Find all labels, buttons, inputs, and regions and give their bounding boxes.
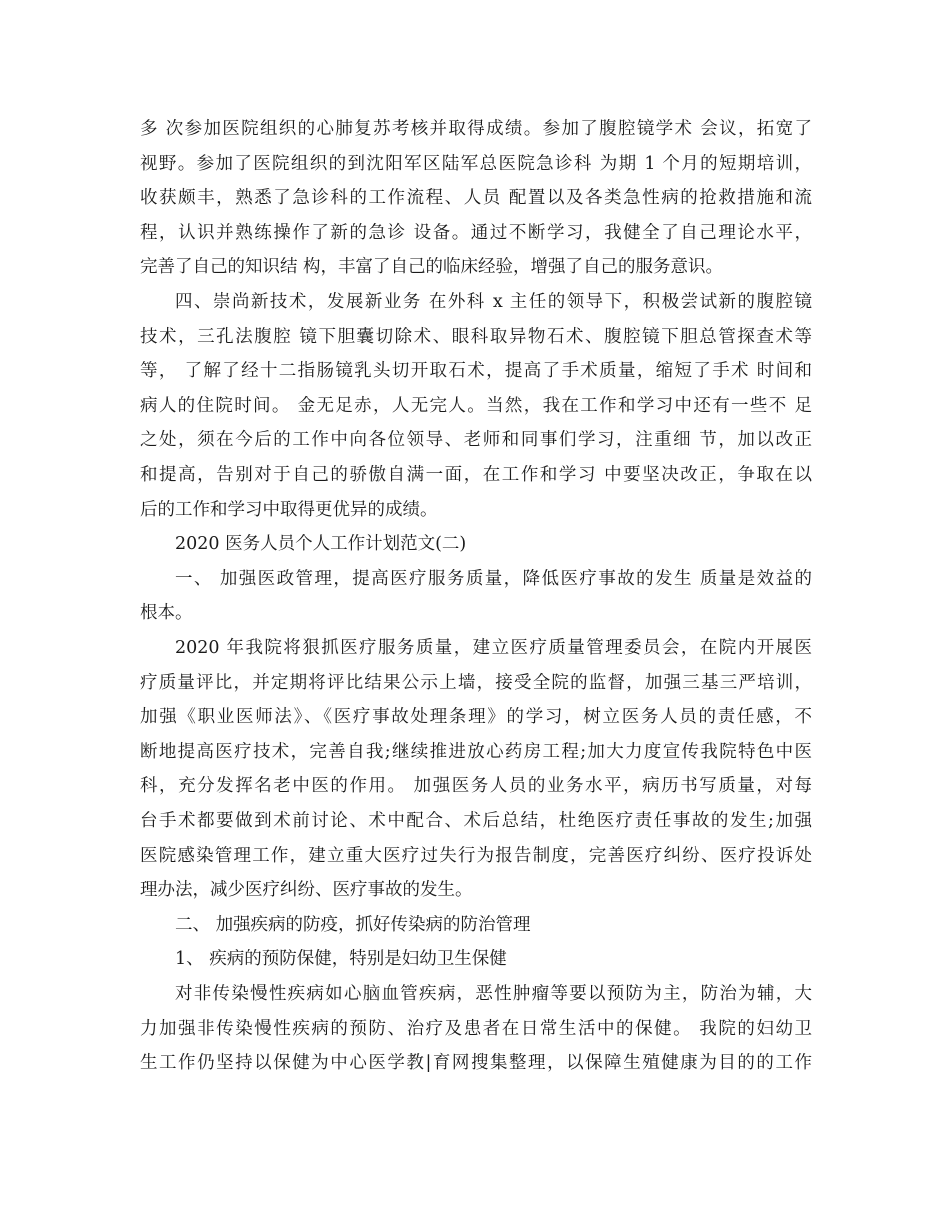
- text-line: 生工作仍坚持以保健为中心医学教|育网搜集整理，以保障生殖健康为目的的工作: [140, 1053, 812, 1074]
- text-line: 程，认识并熟练操作了新的急诊 设备。通过不断学习，我健全了自己理论水平，: [140, 222, 812, 243]
- text-line: 对非传染慢性疾病如心脑血管疾病，恶性肿瘤等要以预防为主，防治为辅，大: [175, 984, 812, 1004]
- text-line: 力加强非传染慢性疾病的预防、治疗及患者在日常生活中的保健。 我院的妇幼卫: [140, 1018, 812, 1039]
- text-line: 病人的住院时间。 金无足赤，人无完人。当然，我在工作和学习中还有一些不 足: [140, 395, 812, 416]
- text-line: 技术，三孔法腹腔 镜下胆囊切除术、眼科取异物石术、腹腔镜下胆总管探查术等: [140, 326, 812, 347]
- text-line: 加强《职业医师法》、《医疗事故处理条理》的学习，树立医务人员的责任感，不: [140, 707, 812, 728]
- text-line: 2020 年我院将狠抓医疗服务质量，建立医疗质量管理委员会，在院内开展医: [175, 638, 812, 658]
- text-line: 理办法，减少医疗纠纷、医疗事故的发生。: [140, 880, 473, 901]
- text-line: 视野。参加了医院组织的到沈阳军区陆军总医院急诊科 为期 1 个月的短期培训，: [140, 153, 812, 174]
- text-line: 多 次参加医院组织的心肺复苏考核并取得成绩。参加了腹腔镜学术 会议，拓宽了: [140, 119, 812, 139]
- text-line: 四、崇尚新技术，发展新业务 在外科 x 主任的领导下，积极尝试新的腹腔镜: [175, 292, 812, 312]
- text-line: 断地提高医疗技术，完善自我;继续推进放心药房工程;加大力度宣传我院特色中医: [140, 741, 812, 762]
- text-line: 之处，须在今后的工作中向各位领导、老师和同事们学习，注重细 节，加以改正: [140, 430, 812, 451]
- text-line: 等， 了解了经十二指肠镜乳头切开取石术，提高了手术质量，缩短了手术 时间和: [140, 361, 812, 382]
- text-line: 二、 加强疾病的防疫，抓好传染病的防治管理: [175, 914, 531, 935]
- text-line: 收获颇丰，熟悉了急诊科的工作流程、人员 配置以及各类急性病的抢救措施和流: [140, 188, 812, 209]
- text-line: 1、 疾病的预防保健，特别是妇幼卫生保健: [175, 949, 507, 970]
- text-line: 2020 医务人员个人工作计划范文(二): [175, 534, 467, 555]
- text-line: 和提高，告别对于自己的骄傲自满一面，在工作和学习 中要坚决改正，争取在以: [140, 465, 812, 485]
- text-line: 疗质量评比，并定期将评比结果公示上墙，接受全院的监督，加强三基三严培训，: [140, 672, 812, 693]
- text-line: 后的工作和学习中取得更优异的成绩。: [140, 499, 438, 520]
- text-line: 一、 加强医政管理，提高医疗服务质量，降低医疗事故的发生 质量是效益的: [175, 568, 812, 589]
- text-line: 医院感染管理工作，建立重大医疗过失行为报告制度，完善医疗纠纷、医疗投诉处: [140, 845, 812, 866]
- text-line: 台手术都要做到术前讨论、术中配合、术后总结，杜绝医疗责任事故的发生;加强: [140, 811, 812, 831]
- text-line: 科，充分发挥名老中医的作用。 加强医务人员的业务水平，病历书写质量，对每: [140, 776, 812, 797]
- text-line: 完善了自己的知识结 构，丰富了自己的临床经验，增强了自己的服务意识。: [140, 257, 724, 278]
- text-line: 根本。: [140, 603, 193, 624]
